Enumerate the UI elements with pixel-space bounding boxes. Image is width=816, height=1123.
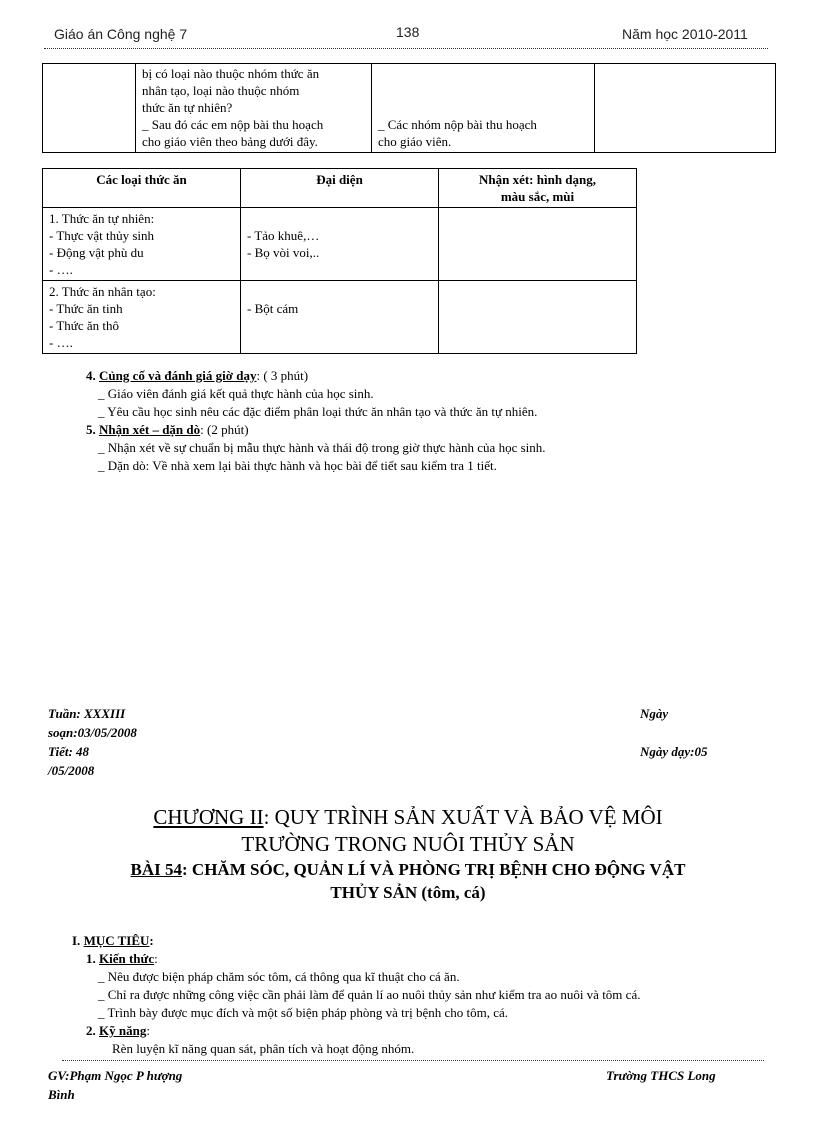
col-header-remarks — [439, 169, 637, 208]
chapter-label: CHƯƠNG II — [153, 805, 264, 829]
subheading-text: Kỹ năng — [99, 1023, 147, 1038]
list-item: _ Giáo viên đánh giá kết quả thực hành của học sinh. — [98, 386, 374, 401]
text-line: - Bột cám — [247, 301, 299, 316]
list-item: _ Yêu cầu học sinh nêu các đặc điểm phân loại thức ăn nhân tạo và thức ăn tự nhiên. — [98, 404, 538, 419]
knowledge-heading — [72, 950, 640, 968]
header-line: Nhận xét: hình dạng, — [478, 172, 597, 187]
subheading-colon: : — [146, 1023, 150, 1038]
page-number: 138 — [396, 24, 420, 40]
text-line: - Thực vật thủy sinh — [49, 228, 155, 243]
header-divider — [44, 48, 768, 49]
activity-note-cell — [595, 64, 776, 153]
col-header-example: Đại diện — [241, 169, 439, 208]
header-line: màu sắc, mùi — [500, 189, 575, 204]
food-type-cell — [43, 208, 241, 281]
section-heading — [86, 421, 546, 439]
header-left: Giáo án Công nghệ 7 — [54, 26, 188, 42]
text-line: cho giáo viên. — [378, 134, 452, 149]
chapter-name-line2: TRƯỜNG TRONG NUÔI THỦY SẢN — [241, 832, 575, 856]
subheading-number: 1. — [86, 951, 96, 966]
text-line: 1. Thức ăn tự nhiên: — [49, 211, 155, 226]
section-time: : ( 3 phút) — [256, 368, 309, 383]
lesson-name-line2: THỦY SẢN (tôm, cá) — [330, 883, 486, 902]
footer-teacher — [48, 1066, 182, 1104]
heading-number: I. — [72, 933, 81, 948]
section-number: 5. — [86, 422, 96, 437]
lesson-meta — [48, 704, 137, 780]
section-title: Củng cố và đánh giá giờ dạy — [99, 368, 257, 383]
teacher-activity-cell — [136, 64, 372, 153]
subheading-text: Kiến thức — [99, 951, 155, 966]
text-line: - Động vật phù du — [49, 245, 144, 260]
header-right: Năm học 2010-2011 — [622, 26, 748, 42]
lesson-title — [40, 858, 776, 904]
text-line: - Thức ăn thô — [49, 318, 119, 333]
chapter-name: : QUY TRÌNH SẢN XUẤT VÀ BẢO VỆ MÔI — [263, 805, 663, 829]
text-line: - …. — [49, 262, 73, 277]
week-label: Tuần: XXXIII — [48, 706, 126, 721]
subheading-number: 2. — [86, 1023, 96, 1038]
section-title: Nhận xét – dặn dò — [99, 422, 201, 437]
text-line: _ Sau đó các em nộp bài thu hoạch — [142, 117, 324, 132]
teacher-name: Phạm Ngọc P hượng — [69, 1068, 183, 1083]
activity-empty-cell — [43, 64, 136, 153]
col-header-food-type: Các loại thức ăn — [43, 169, 241, 208]
teacher-prefix: GV: — [48, 1068, 70, 1083]
activity-table — [42, 63, 776, 153]
heading-colon: : — [149, 933, 154, 948]
period-label: Tiết: 48 — [48, 744, 90, 759]
list-item: _ Trình bày được mục đích và một số biện pháp phòng và trị bệnh cho tôm, cá. — [98, 1005, 508, 1020]
text-line: _ Các nhóm nộp bài thu hoạch — [378, 117, 537, 132]
footer-school: Trường THCS Long — [606, 1068, 716, 1083]
lesson-label: BÀI 54 — [130, 860, 183, 879]
text-line: nhân tạo, loại nào thuộc nhóm — [142, 83, 300, 98]
text-line: cho giáo viên theo bảng dưới đây. — [142, 134, 318, 149]
text-line: thức ăn tự nhiên? — [142, 100, 233, 115]
remarks-cell — [439, 281, 637, 354]
heading-text: MỤC TIÊU — [83, 933, 150, 948]
section-time: : (2 phút) — [200, 422, 249, 437]
remarks-cell — [439, 208, 637, 281]
prepared-date: soạn:03/05/2008 — [48, 725, 137, 740]
food-type-cell — [43, 281, 241, 354]
list-item: _ Dặn dò: Về nhà xem lại bài thực hành và học bài để tiết sau kiểm tra 1 tiết. — [98, 458, 497, 473]
text-line: - Thức ăn tinh — [49, 301, 123, 316]
text-line: 2. Thức ăn nhân tạo: — [49, 284, 156, 299]
lesson-name: : CHĂM SÓC, QUẢN LÍ VÀ PHÒNG TRỊ BỆNH CHO ĐỘNG VẬT — [182, 860, 686, 879]
teaching-date: Ngày dạy:05 — [640, 744, 708, 759]
teacher-name-cont: Bình — [48, 1087, 75, 1102]
table-row — [43, 208, 637, 281]
list-item: _ Chỉ ra được những công việc cần phải làm để quản lí ao nuôi thủy sản như kiểm tra ao nuôi và tôm cá. — [98, 987, 641, 1002]
footer-divider — [62, 1060, 764, 1061]
text-line: bị có loại nào thuộc nhóm thức ăn — [142, 66, 320, 81]
chapter-title — [40, 804, 776, 858]
section-number: 4. — [86, 368, 96, 383]
text-line: - Tảo khuê,… — [247, 228, 320, 243]
objectives-heading — [72, 932, 640, 950]
date-label: Ngày — [640, 706, 669, 721]
teaching-date-suffix: /05/2008 — [48, 763, 95, 778]
list-item: Rèn luyện kĩ năng quan sát, phân tích và hoạt động nhóm. — [112, 1041, 415, 1056]
subheading-colon: : — [154, 951, 158, 966]
text-line: - Bọ vòi voi,.. — [247, 245, 320, 260]
text-line: - …. — [49, 335, 73, 350]
example-cell — [241, 281, 439, 354]
list-item: _ Nhận xét về sự chuẩn bị mẫu thực hành và thái độ trong giờ thực hành của học sinh. — [98, 440, 546, 455]
section-heading — [86, 367, 546, 385]
list-item: _ Nêu được biện pháp chăm sóc tôm, cá thông qua kĩ thuật cho cá ăn. — [98, 969, 460, 984]
section-consolidation — [86, 367, 546, 475]
student-activity-cell — [372, 64, 595, 153]
food-classification-table — [42, 168, 637, 354]
table-row — [43, 281, 637, 354]
skills-heading — [72, 1022, 640, 1040]
objectives-section — [72, 932, 640, 1058]
example-cell — [241, 208, 439, 281]
